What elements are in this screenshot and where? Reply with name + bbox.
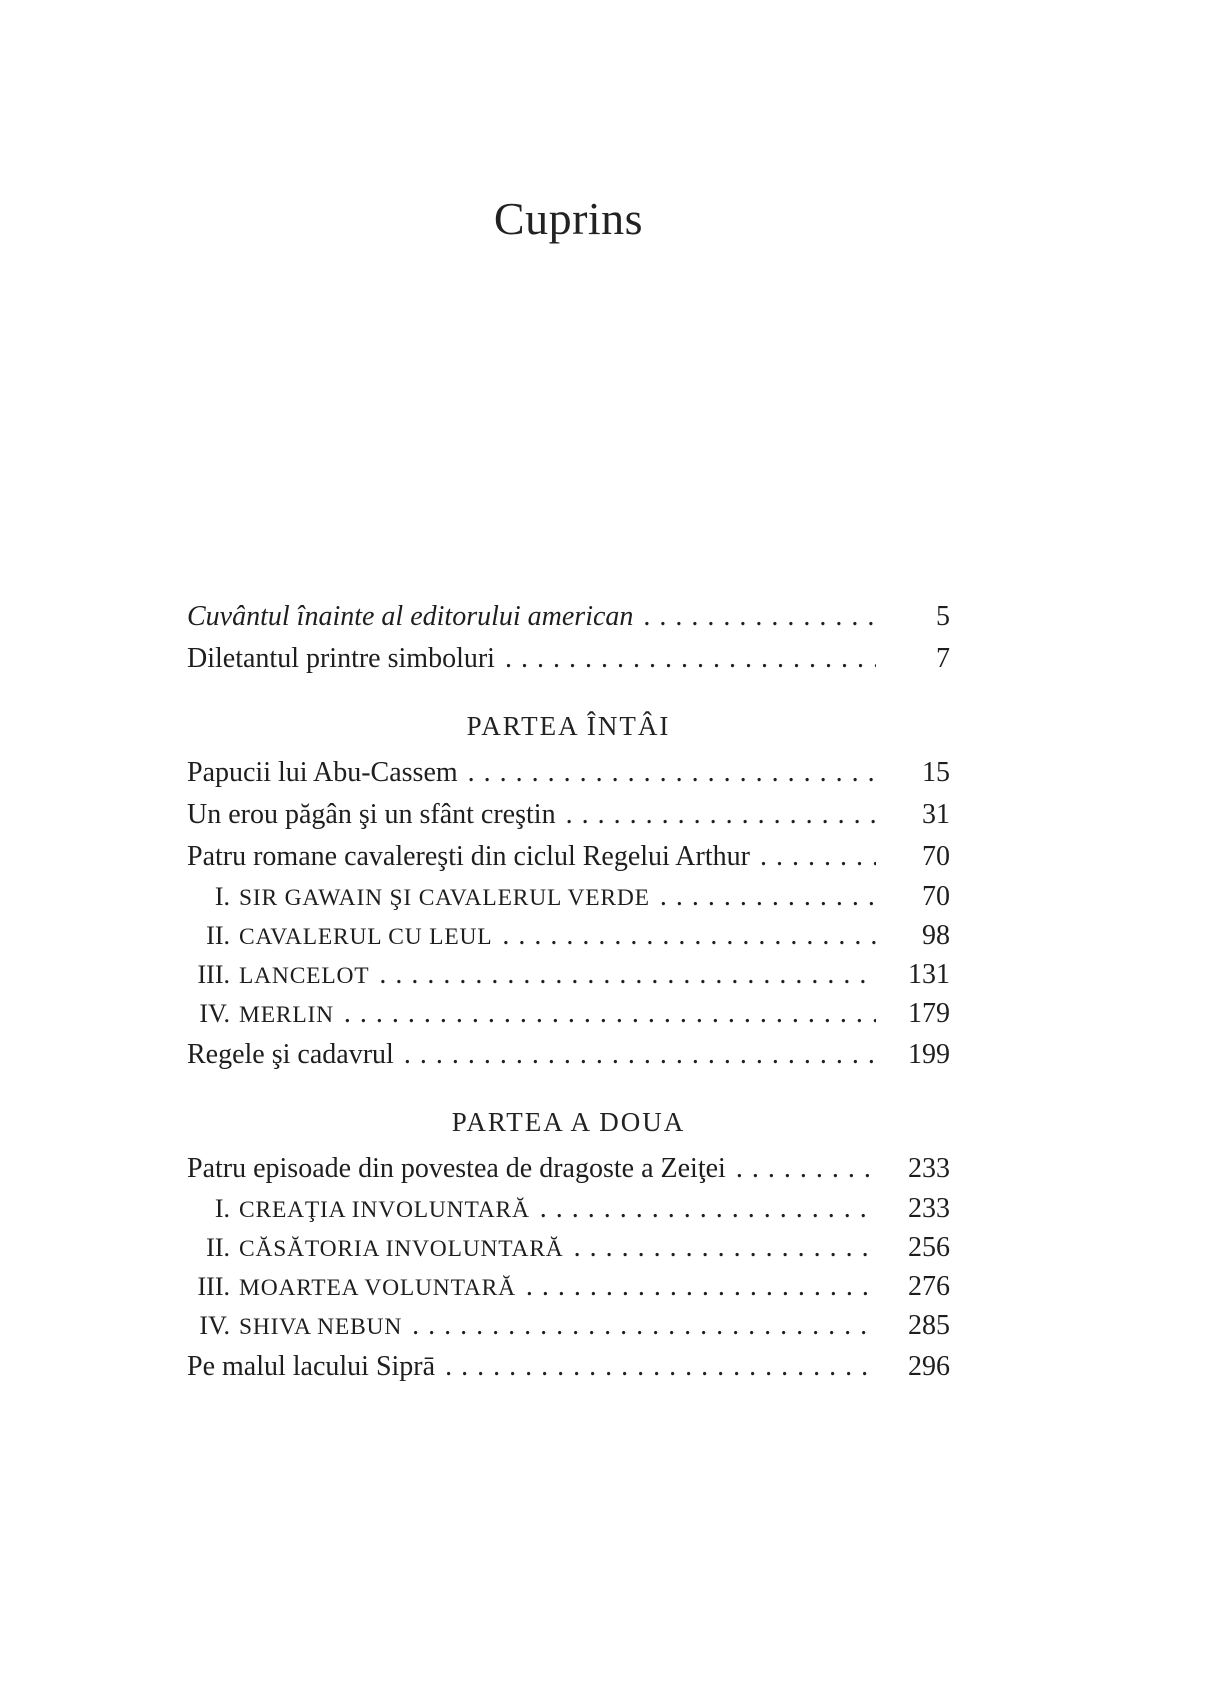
dot-leader xyxy=(468,752,876,794)
toc-list xyxy=(187,596,950,1388)
toc-entry-numeral: III. xyxy=(197,960,230,989)
dot-leader xyxy=(505,638,876,680)
toc-entry xyxy=(187,1268,950,1307)
toc-entry-numeral: II. xyxy=(206,921,230,950)
dot-leader xyxy=(526,1268,876,1306)
toc-entry-page: 5 xyxy=(936,601,950,632)
dot-leader xyxy=(566,794,876,836)
toc-entry-page: 296 xyxy=(908,1351,950,1382)
toc-entry xyxy=(187,794,950,836)
toc-entry-page: 98 xyxy=(922,920,950,951)
toc-entry-label: LANCELOT xyxy=(239,963,370,989)
dot-leader xyxy=(379,956,876,994)
toc-entry-numeral: II. xyxy=(206,1233,230,1262)
toc-entry xyxy=(187,1148,950,1190)
toc-entry-numeral: I. xyxy=(214,882,230,911)
toc-entry-page: 233 xyxy=(908,1153,950,1184)
toc-entry-page: 179 xyxy=(908,998,950,1029)
toc-entry-label: SHIVA NEBUN xyxy=(239,1314,403,1340)
toc-entry-label: MERLIN xyxy=(239,1002,334,1028)
toc-entry xyxy=(187,1307,950,1346)
toc-entry xyxy=(187,1229,950,1268)
toc-entry-label: CREAŢIA INVOLUNTARĂ xyxy=(239,1197,530,1223)
section-heading: PARTEA A DOUA xyxy=(451,1107,686,1137)
toc-entry xyxy=(187,956,950,995)
dot-leader xyxy=(660,878,876,916)
toc-entry-label: CĂSĂTORIA INVOLUNTARĂ xyxy=(239,1236,564,1262)
dot-leader xyxy=(412,1307,876,1345)
toc-entry-page: 285 xyxy=(908,1310,950,1341)
toc-entry xyxy=(187,917,950,956)
toc-entry xyxy=(187,1034,950,1076)
dot-leader xyxy=(344,995,876,1033)
dot-leader xyxy=(540,1190,876,1228)
toc-entry-page: 199 xyxy=(908,1039,950,1070)
toc-entry-label: CAVALERUL CU LEUL xyxy=(239,924,493,950)
toc-entry-label: MOARTEA VOLUNTARĂ xyxy=(239,1275,516,1301)
dot-leader xyxy=(502,917,876,955)
toc-entry-page: 256 xyxy=(908,1232,950,1263)
toc-entry-numeral: IV. xyxy=(199,999,230,1028)
toc-entry xyxy=(187,638,950,680)
toc-entry-label: SIR GAWAIN ŞI CAVALERUL VERDE xyxy=(239,885,650,911)
toc-entry-label: Patru episoade din povestea de dragoste a Zeiţei xyxy=(187,1153,726,1184)
toc-entry-label: Cuvântul înainte al editorului american xyxy=(187,601,634,632)
toc-entry-page: 70 xyxy=(922,881,950,912)
toc-entry-page: 276 xyxy=(908,1271,950,1302)
dot-leader xyxy=(574,1229,876,1267)
toc-entry-label: Diletantul printre simboluri xyxy=(187,643,495,674)
toc-entry xyxy=(187,878,950,917)
section-heading: PARTEA ÎNTÂI xyxy=(466,711,671,741)
toc-entry xyxy=(187,596,950,638)
page-title: Cuprins xyxy=(493,193,644,244)
toc-entry xyxy=(187,1190,950,1229)
toc-entry xyxy=(187,752,950,794)
toc-entry xyxy=(187,995,950,1034)
toc-entry xyxy=(187,1346,950,1388)
toc-entry-label: Pe malul lacului Siprā xyxy=(187,1351,436,1382)
dot-leader xyxy=(736,1148,876,1190)
toc-entry-page: 131 xyxy=(908,959,950,990)
toc-entry-page: 7 xyxy=(936,643,950,674)
toc-entry-label: Papucii lui Abu-Cassem xyxy=(187,757,458,788)
toc-entry-page: 233 xyxy=(908,1193,950,1224)
dot-leader xyxy=(404,1034,876,1076)
toc-entry xyxy=(187,836,950,878)
toc-entry-label: Un erou păgân şi un sfânt creştin xyxy=(187,799,556,830)
toc-entry-label: Patru romane cavalereşti din ciclul Regelui Arthur xyxy=(187,841,750,872)
toc-entry-numeral: IV. xyxy=(199,1311,230,1340)
toc-entry-label: Regele şi cadavrul xyxy=(187,1039,394,1070)
dot-leader xyxy=(643,596,876,638)
dot-leader xyxy=(445,1346,876,1388)
toc-entry-numeral: III. xyxy=(197,1272,230,1301)
toc-entry-numeral: I. xyxy=(214,1194,230,1223)
toc-entry-page: 15 xyxy=(922,757,950,788)
dot-leader xyxy=(760,836,876,878)
toc-entry-page: 31 xyxy=(922,799,950,830)
toc-entry-page: 70 xyxy=(922,841,950,872)
